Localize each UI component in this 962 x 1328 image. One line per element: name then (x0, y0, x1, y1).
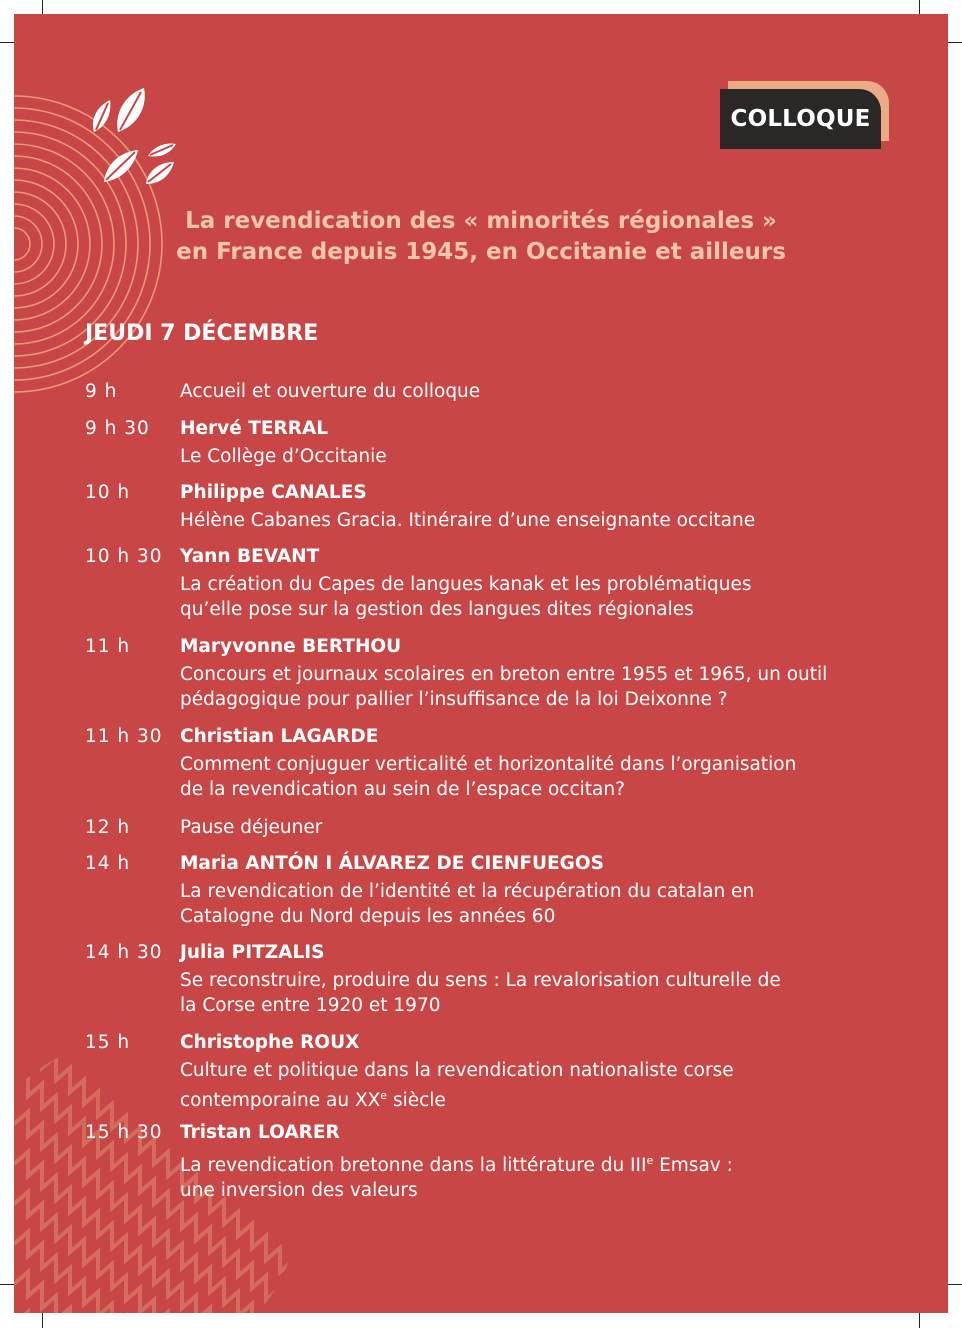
talk-title: Le Collège d’Occitanie (180, 446, 387, 467)
talk-title: Catalogne du Nord depuis les années 60 (180, 906, 556, 927)
talk-title: Accueil et ouverture du colloque (180, 381, 481, 402)
session-content (180, 1030, 900, 1113)
talk-title: Culture et politique dans la revendication nationaliste corse (180, 1060, 734, 1081)
talk-title: Hélène Cabanes Gracia. Itinéraire d’une enseignante occitane (180, 510, 756, 531)
talk-title: une inversion des valeurs (180, 1180, 418, 1201)
session-content (180, 940, 900, 1018)
talk-title: La revendication de l’identité et la récupération du catalan en (180, 881, 755, 902)
talk-title (180, 1148, 900, 1178)
superscript: e (646, 1154, 654, 1167)
talk-title: Se reconstruire, produire du sens : La revalorisation culturelle de (180, 970, 781, 991)
session-time: 11 h (85, 636, 131, 657)
talk-text: Emsav : (653, 1155, 733, 1176)
session-content (180, 544, 900, 622)
session-content (180, 815, 900, 840)
session-time: 11 h 30 (85, 726, 163, 747)
talk-title: qu’elle pose sur la gestion des langues dites régionales (180, 599, 694, 620)
session-time: 10 h (85, 482, 131, 503)
event-title (14, 206, 948, 268)
colloque-badge: COLLOQUE (720, 89, 881, 149)
day-heading: JEUDI 7 DÉCEMBRE (85, 321, 319, 346)
session-content (180, 851, 900, 929)
session-content (180, 1120, 900, 1203)
session-time: 15 h (85, 1032, 131, 1053)
session-content (180, 480, 900, 533)
flyer-page (14, 14, 948, 1313)
speaker-name: Maria ANTÓN I ÁLVAREZ DE CIENFUEGOS (180, 853, 604, 874)
talk-text: contemporaine au XX (180, 1090, 381, 1111)
talk-title: Comment conjuguer verticalité et horizontalité dans l’organisation (180, 754, 797, 775)
talk-title (180, 1083, 900, 1113)
leaves-logo-icon (14, 14, 214, 214)
session-content (180, 724, 900, 802)
talk-title: pédagogique pour pallier l’insuffisance de la loi Deixonne ? (180, 689, 728, 710)
talk-title: la Corse entre 1920 et 1970 (180, 995, 441, 1016)
speaker-name: Philippe CANALES (180, 482, 367, 503)
talk-title: Concours et journaux scolaires en breton entre 1955 et 1965, un outil (180, 664, 828, 685)
speaker-name: Yann BEVANT (180, 546, 320, 567)
session-time: 15 h 30 (85, 1122, 163, 1143)
session-content (180, 416, 900, 469)
talk-title: Pause déjeuner (180, 817, 323, 838)
speaker-name: Julia PITZALIS (180, 942, 325, 963)
speaker-name: Hervé TERRAL (180, 418, 329, 439)
event-title-line: La revendication des « minorités régionales » (185, 208, 777, 234)
speaker-name: Christophe ROUX (180, 1032, 360, 1053)
session-time: 10 h 30 (85, 546, 163, 567)
talk-title: La création du Capes de langues kanak et les problématiques (180, 574, 752, 595)
speaker-name: Tristan LOARER (180, 1122, 340, 1143)
session-time: 9 h 30 (85, 418, 150, 439)
superscript: e (380, 1089, 388, 1102)
session-time: 14 h 30 (85, 942, 163, 963)
session-content (180, 379, 900, 404)
session-time: 9 h (85, 381, 118, 402)
event-title-line: en France depuis 1945, en Occitanie et ailleurs (176, 239, 786, 265)
speaker-name: Maryvonne BERTHOU (180, 636, 402, 657)
speaker-name: Christian LAGARDE (180, 726, 379, 747)
session-time: 14 h (85, 853, 131, 874)
talk-text: siècle (387, 1090, 446, 1111)
session-time: 12 h (85, 817, 131, 838)
talk-title: de la revendication au sein de l’espace occitan? (180, 779, 625, 800)
session-content (180, 634, 900, 712)
talk-text: La revendication bretonne dans la littérature du III (180, 1155, 647, 1176)
